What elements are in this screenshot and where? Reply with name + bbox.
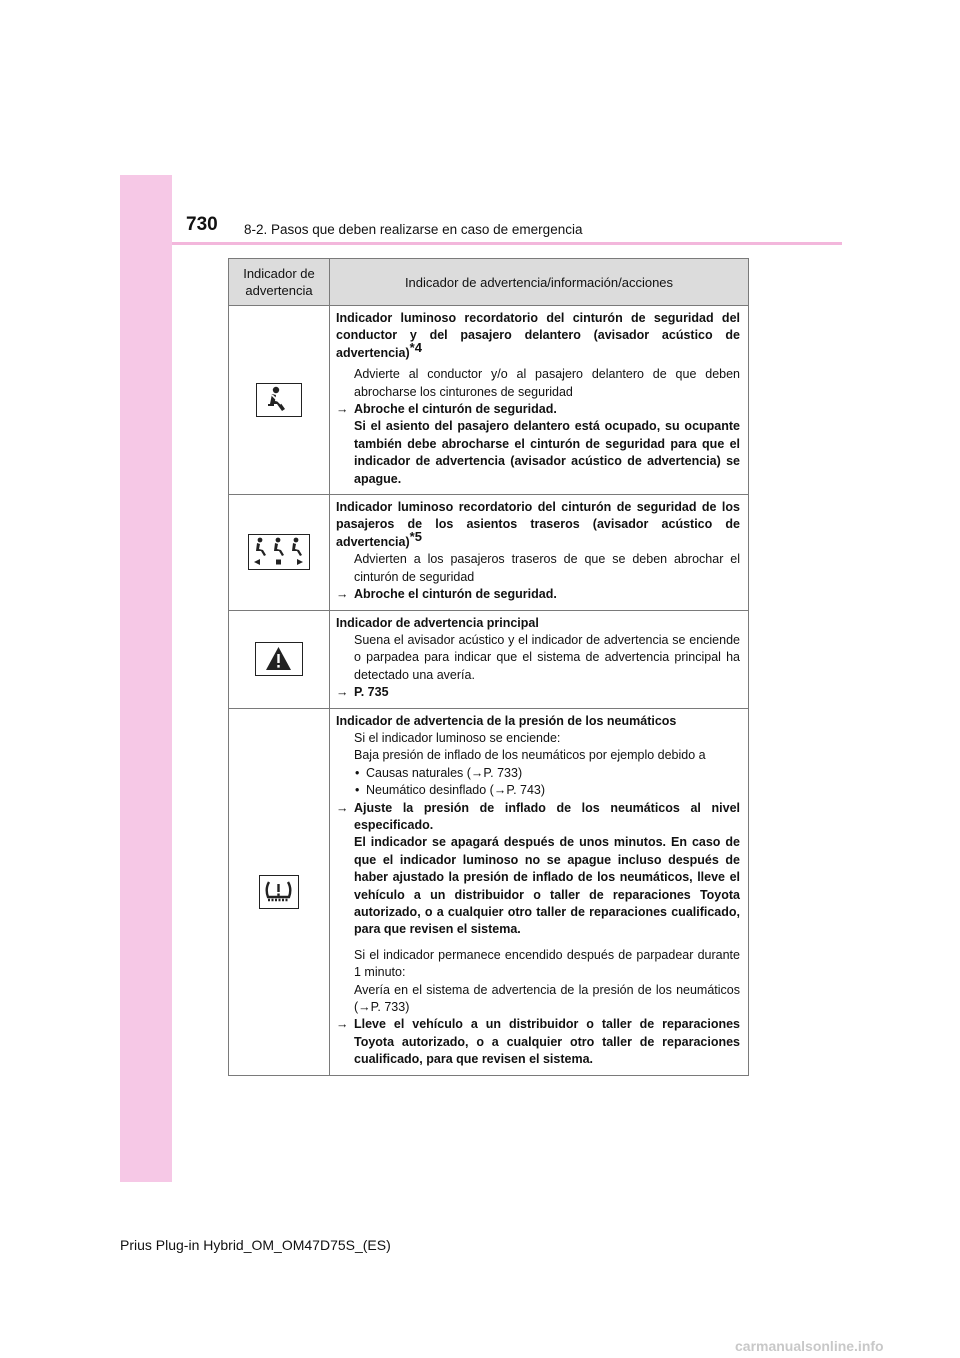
header-icon-column: Indicador de advertencia: [229, 259, 330, 306]
warning-indicator-table: [228, 258, 749, 1076]
tire-pressure-warning-icon: [259, 875, 299, 909]
front-seatbelt-reminder-icon: [256, 383, 302, 417]
row-description: Suena el avisador acústico y el indicador de advertencia se enciende o parpadea para indicar que el sistema de advertencia principal ha detectado una avería.: [354, 632, 740, 682]
table-header-row: [229, 259, 749, 306]
row-action-detail: El indicador se apagará después de unos minutos. En caso de que el indicador luminoso no se apague incluso después de haber ajustado la presión de inflado de los neumáticos, lleve el vehículo a un distribuidor o taller de reparaciones Toyota autorizado, o a cualquier otro taller de reparaciones cualificado, para que revisen el sistema.: [354, 835, 740, 937]
row-action: → Lleve el vehículo a un distribuidor o taller de reparaciones Toyota autorizado, o a cualquier otro taller de reparaciones cualificado, para que revisen el sistema.: [336, 1016, 740, 1068]
row-action: → Abroche el cinturón de seguridad.: [336, 586, 740, 603]
header-text-column: Indicador de advertencia/información/acciones: [330, 259, 749, 306]
condition-on: Si el indicador luminoso se enciende:: [354, 730, 561, 745]
rear-seatbelt-reminder-icon: [248, 534, 310, 570]
table-row: [229, 708, 749, 1075]
row-action: → Abroche el cinturón de seguridad.: [336, 401, 740, 418]
row-action: → P. 735: [336, 684, 740, 701]
condition-on-cause: Baja presión de inflado de los neumáticos por ejemplo debido a: [354, 748, 706, 763]
condition-blink-cause: Avería en el sistema de advertencia de la presión de los neumáticos (→P. 733): [354, 982, 740, 1015]
row-description: Advierten a los pasajeros traseros de que se deben abrochar el cinturón de seguridad: [354, 552, 740, 584]
table-row: [229, 610, 749, 708]
condition-blink: Si el indicador permanece encendido después de parpadear durante 1 minuto:: [354, 947, 740, 980]
watermark: carmanualsonline.info: [735, 1338, 884, 1354]
row-action-detail: Si el asiento del pasajero delantero está ocupado, su ocupante también debe abrocharse el cinturón de seguridad para que el indicador de advertencia (avisador acústico de advertencia) se apague.: [354, 419, 740, 486]
footnote-marker: *4: [409, 339, 422, 355]
bullet-item: • Causas naturales (→P. 733): [336, 765, 740, 782]
row-description: Advierte al conductor y/o al pasajero delantero de que deben abrocharse los cinturones de seguridad: [354, 367, 740, 399]
table-row: [229, 306, 749, 495]
table-row: [229, 495, 749, 610]
page-number: 730: [186, 214, 218, 235]
row-title: Indicador luminoso recordatorio del cinturón de seguridad de los pasajeros de los asientos traseros (avisador acústico de advertencia): [336, 500, 740, 549]
row-title: Indicador de advertencia de la presión de los neumáticos: [336, 713, 677, 728]
row-title: Indicador de advertencia principal: [336, 615, 539, 630]
header-divider: [172, 242, 842, 245]
section-title: 8-2. Pasos que deben realizarse en caso de emergencia: [244, 222, 583, 237]
master-warning-icon: [255, 642, 303, 676]
bullet-item: • Neumático desinflado (→P. 743): [336, 782, 740, 799]
side-tab-band: [120, 175, 172, 1182]
document-id: Prius Plug-in Hybrid_OM_OM47D75S_(ES): [120, 1237, 391, 1253]
row-title: Indicador luminoso recordatorio del cinturón de seguridad del conductor y del pasajero delantero (avisador acústico de advertencia): [336, 311, 740, 360]
row-action: → Ajuste la presión de inflado de los neumáticos al nivel especificado.: [336, 800, 740, 835]
footnote-marker: *5: [409, 528, 422, 544]
